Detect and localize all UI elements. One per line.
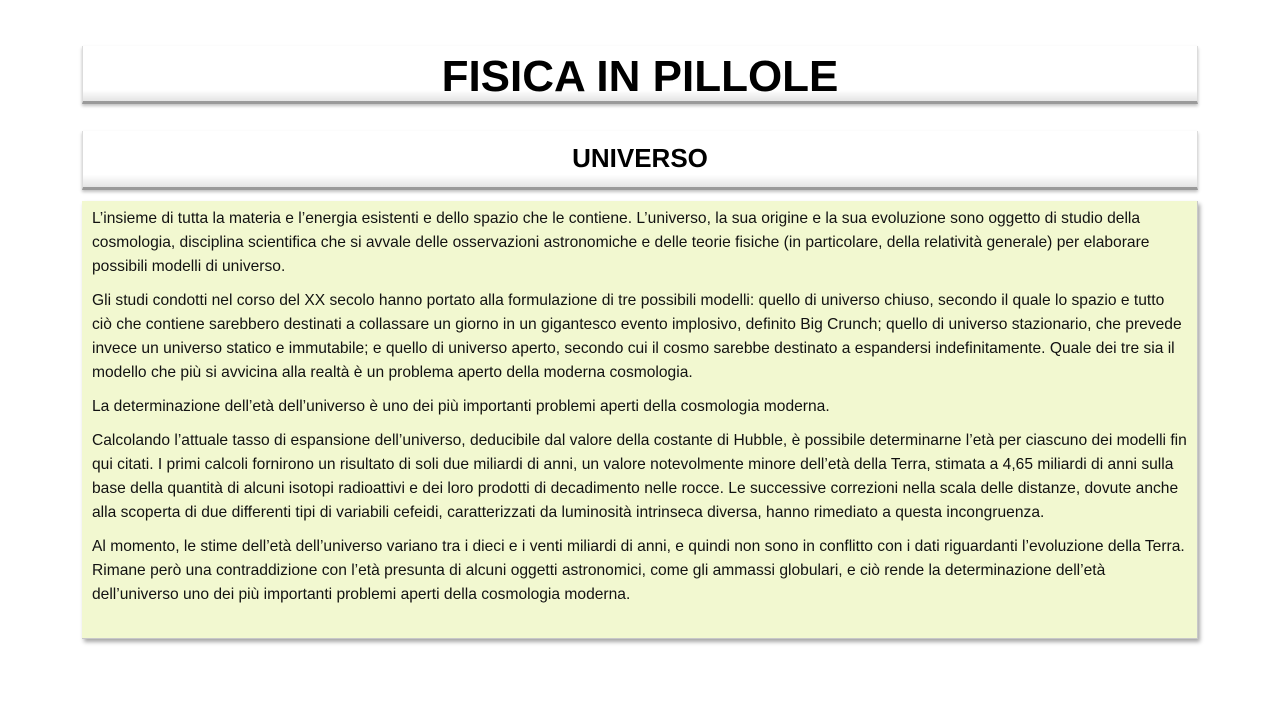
content-panel [82, 201, 1198, 639]
paragraph-models: Gli studi condotti nel corso del XX secolo hanno portato alla formulazione di tre possibili modelli: quello di universo chiuso, secondo il quale lo spazio e tutto ciò che contiene sarebbero destinati a collassare un giorno in un gigantesco evento implosivo, definito Big Crunch; quello di universo stazionario, che prevede invece un universo statico e immutabile; e quello di universo aperto, secondo cui il cosmo sarebbe destinato a espandersi indefinitamente. Quale dei tre sia il modello che più si avvicina alla realtà è un problema aperto della moderna cosmologia. [92, 292, 1182, 381]
subtitle-banner [82, 131, 1198, 190]
title-banner [82, 46, 1198, 104]
section-title: UNIVERSO [572, 142, 708, 173]
paragraph-age-problem: La determinazione dell’età dell’universo è uno dei più importanti problemi aperti della cosmologia moderna. [92, 398, 830, 415]
paragraph-current-estimates: Al momento, le stime dell’età dell’universo variano tra i dieci e i venti miliardi di anni, e quindi non sono in conflitto con i dati riguardanti l’evoluzione della Terra. Rimane però una contraddizione con l’età presunta di alcuni oggetti astronomici, come gli ammassi globulari, e ciò rende la determinazione dell’età dell’universo uno dei più importanti problemi aperti della cosmologia moderna. [92, 538, 1185, 603]
page-title: FISICA IN PILLOLE [441, 51, 839, 101]
paragraph-definition: L’insieme di tutta la materia e l’energia esistenti e dello spazio che le contiene. L’universo, la sua origine e la sua evoluzione sono oggetto di studio della cosmologia, disciplina scientifica che si avvale delle osservazioni astronomiche e delle teorie fisiche (in particolare, della relatività generale) per elaborare possibili modelli di universo. [92, 210, 1150, 275]
paragraph-hubble: Calcolando l’attuale tasso di espansione dell’universo, deducibile dal valore della costante di Hubble, è possibile determinarne l’età per ciascuno dei modelli fin qui citati. I primi calcoli fornirono un risultato di soli due miliardi di anni, un valore notevolmente minore dell’età della Terra, stimata a 4,65 miliardi di anni sulla base della quantità di alcuni isotopi radioattivi e dei loro prodotti di decadimento nelle rocce. Le successive correzioni nella scala delle distanze, dovute anche alla scoperta di due differenti tipi di variabili cefeidi, caratterizzati da luminosità intrinseca diversa, hanno rimediato a questa incongruenza. [92, 432, 1187, 521]
